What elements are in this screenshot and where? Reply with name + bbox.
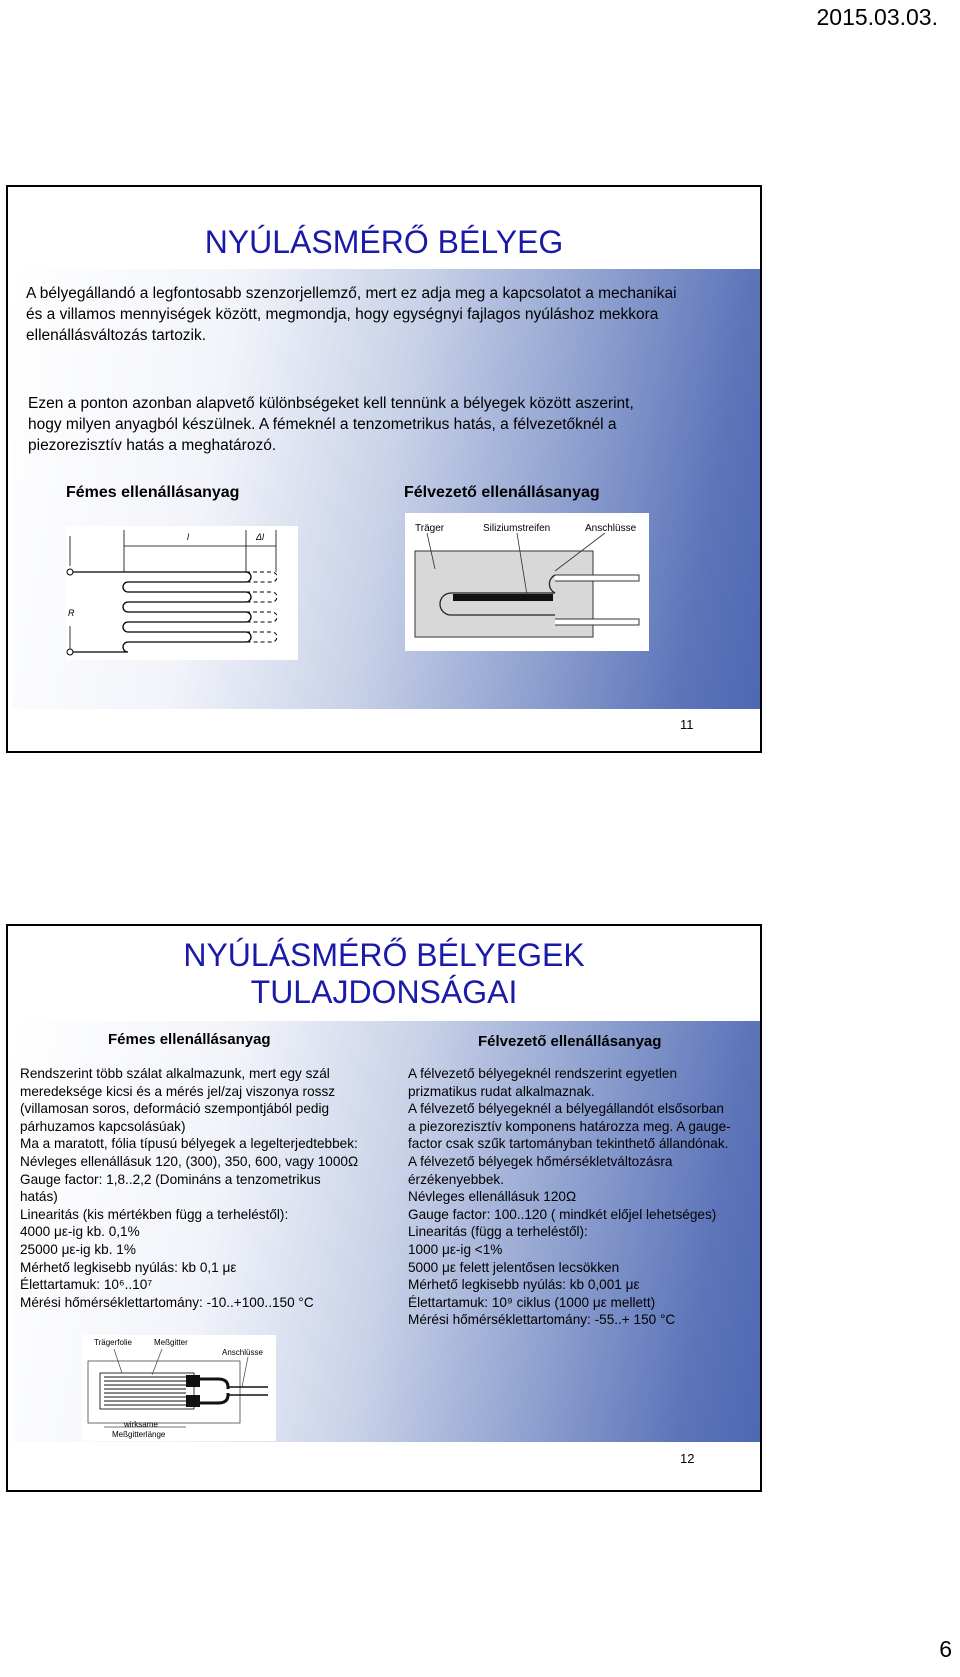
page-number: 6 bbox=[939, 1636, 952, 1662]
text-line: 25000 με-ig kb. 1% bbox=[20, 1241, 136, 1257]
slide-12 bbox=[6, 924, 762, 1492]
grid-label: Meßgitter bbox=[154, 1338, 188, 1347]
metallic-properties-list bbox=[20, 1065, 358, 1311]
terminals-label: Anschlüsse bbox=[585, 523, 637, 534]
text-line: párhuzamos kapcsolásúak) bbox=[20, 1118, 186, 1134]
text-line: factor csak szűk tartományban tekinthető állandónak. bbox=[408, 1136, 729, 1152]
text-line: érzékenyebbek. bbox=[408, 1171, 504, 1187]
semiconductor-gauge-figure bbox=[405, 513, 649, 651]
delta-length-label: Δl bbox=[256, 532, 265, 542]
foil-label: Trägerfolie bbox=[94, 1338, 132, 1347]
text-line: prizmatikus rudat alkalmaznak. bbox=[408, 1083, 595, 1099]
text-line: (villamosan soros, deformáció szempontjából pedig bbox=[20, 1101, 330, 1117]
print-date: 2015.03.03. bbox=[816, 4, 938, 30]
carrier-label: Träger bbox=[415, 523, 445, 534]
text-line: Mérhető legkisebb nyúlás: kb 0,1 με bbox=[20, 1259, 237, 1275]
slide-title bbox=[8, 937, 760, 1011]
slide-content bbox=[12, 1021, 760, 1442]
slide-number: 12 bbox=[680, 1451, 695, 1466]
foil-gauge-figure bbox=[82, 1335, 276, 1441]
text-line: Linearitás (kis mértékben függ a terheléstől): bbox=[20, 1206, 289, 1222]
intro-paragraph bbox=[26, 283, 677, 346]
metallic-heading: Fémes ellenállásanyag bbox=[66, 484, 240, 501]
semiconductor-properties-list bbox=[408, 1065, 731, 1329]
text-line: Élettartamuk: 10⁹ ciklus (1000 με mellett) bbox=[408, 1294, 656, 1310]
text-line: hatás) bbox=[20, 1189, 58, 1205]
text-line: Élettartamuk: 10⁶..10⁷ bbox=[20, 1277, 153, 1293]
text-line: 5000 με felett jelentősen lecsökken bbox=[408, 1259, 620, 1275]
metallic-heading: Fémes ellenállásanyag bbox=[108, 1031, 271, 1048]
semiconductor-heading: Félvezető ellenállásanyag bbox=[404, 484, 600, 501]
text-line: A félvezető bélyegeknél a bélyegállandót elsősorban bbox=[408, 1101, 724, 1117]
slide-content bbox=[12, 269, 760, 709]
text-line: meredeksége kicsi és a mérés jel/zaj viszonya rossz bbox=[20, 1083, 336, 1099]
resistance-label: R bbox=[68, 608, 75, 618]
text-line: A félvezető bélyegek hőmérsékletváltozásra bbox=[408, 1153, 673, 1169]
text-line: Névleges ellenállásuk 120, (300), 350, 600, vagy 1000Ω bbox=[20, 1153, 359, 1169]
slide-number: 11 bbox=[680, 717, 694, 732]
text-line: Névleges ellenállásuk 120Ω bbox=[408, 1189, 577, 1205]
text-line: Gauge factor: 100..120 ( mindkét előjel lehetséges) bbox=[408, 1206, 717, 1222]
text-line: 1000 με-ig <1% bbox=[408, 1241, 503, 1257]
text-line: Gauge factor: 1,8..2,2 (Domináns a tenzometrikus bbox=[20, 1171, 321, 1187]
active-label: wirksame bbox=[124, 1420, 158, 1429]
text-line: A bélyegállandó a legfontosabb szenzorjellemző, mert ez adja meg a kapcsolatot a mechanikai bbox=[26, 285, 677, 302]
text-line: 4000 με-ig kb. 0,1% bbox=[20, 1224, 140, 1240]
text-line: Mérési hőmérséklettartomány: -55..+ 150 °C bbox=[408, 1312, 676, 1328]
text-line: Ezen a ponton azonban alapvető különbségeket kell tennünk a bélyegek között aszerint, bbox=[28, 395, 634, 412]
difference-paragraph bbox=[28, 393, 634, 456]
text-line: Ma a maratott, fólia típusú bélyegek a legelterjedtebbek: bbox=[20, 1136, 358, 1152]
length-label: l bbox=[187, 532, 189, 542]
grid-length-label: Meßgitterlänge bbox=[112, 1430, 166, 1439]
terminals-label: Anschlüsse bbox=[222, 1348, 263, 1357]
slide-title: NYÚLÁSMÉRŐ BÉLYEG bbox=[204, 224, 564, 260]
text-line: Mérhető legkisebb nyúlás: kb 0,001 με bbox=[408, 1277, 640, 1293]
slide-11 bbox=[6, 185, 762, 753]
text-line: a piezorezisztív komponens határozza meg. A gauge- bbox=[408, 1118, 731, 1134]
metallic-gauge-figure bbox=[66, 526, 298, 660]
text-line: Mérési hőmérséklettartomány: -10..+100..150 °C bbox=[20, 1294, 314, 1310]
title-line: TULAJDONSÁGAI bbox=[250, 974, 518, 1010]
text-line: és a villamos mennyiségek között, megmondja, hogy egységnyi fajlagos nyúláshoz mekkora bbox=[26, 306, 659, 323]
title-line: NYÚLÁSMÉRŐ BÉLYEGEK bbox=[183, 937, 585, 973]
text-line: hogy milyen anyagból készülnek. A fémeknél a tenzometrikus hatás, a félvezetőknél a bbox=[28, 416, 617, 433]
text-line: Rendszerint több szálat alkalmazunk, mert egy szál bbox=[20, 1066, 330, 1081]
text-line: piezorezisztív hatás a meghatározó. bbox=[28, 437, 277, 454]
text-line: ellenállásváltozás tartozik. bbox=[26, 327, 207, 344]
text-line: Linearitás (függ a terheléstől): bbox=[408, 1224, 588, 1240]
strip-label: Siliziumstreifen bbox=[483, 523, 551, 534]
text-line: A félvezető bélyegeknél rendszerint egyetlen bbox=[408, 1066, 678, 1081]
semiconductor-heading: Félvezető ellenállásanyag bbox=[478, 1033, 662, 1050]
